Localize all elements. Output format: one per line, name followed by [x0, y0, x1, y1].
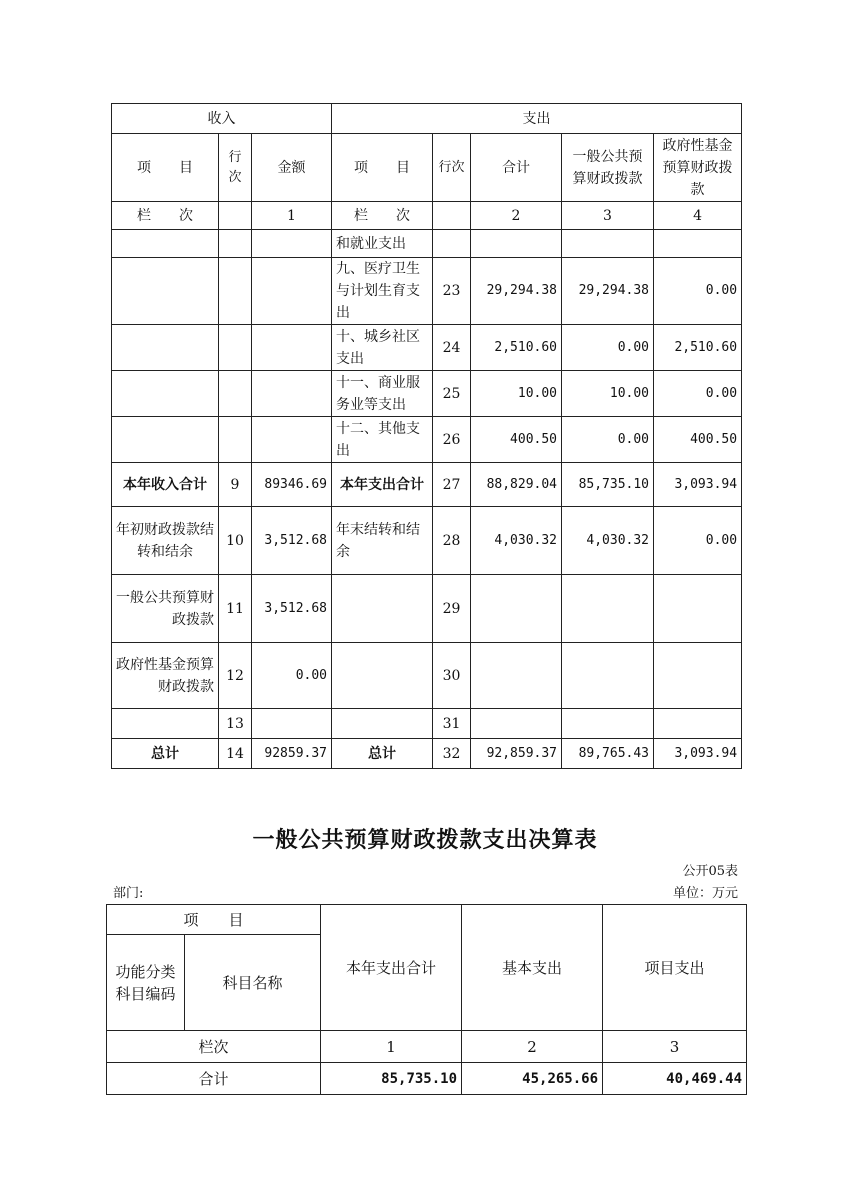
income-header: 收入: [112, 104, 332, 134]
general-budget-amount: [562, 575, 654, 643]
expense-line-no: 31: [433, 709, 471, 739]
expense-line-no: 29: [433, 575, 471, 643]
t2-basic-value: 45,265.66: [462, 1063, 603, 1095]
expense-line-no: 32: [433, 739, 471, 769]
table-row: [112, 230, 742, 258]
gov-fund-amount: 3,093.94: [654, 463, 742, 507]
expense-total: 400.50: [471, 417, 562, 463]
expense-item: 总计: [332, 739, 433, 769]
income-item: [112, 325, 219, 371]
t2-project-header: 项目支出: [603, 905, 747, 1031]
income-amount: [252, 230, 332, 258]
income-amount: 92859.37: [252, 739, 332, 769]
table-row: [112, 709, 742, 739]
table-row: [112, 507, 742, 575]
table-row: [112, 258, 742, 325]
expense-total: 2,510.60: [471, 325, 562, 371]
income-line-no: 11: [219, 575, 252, 643]
income-item: 一般公共预算财政拨款: [112, 575, 219, 643]
t2-func-code-header: 功能分类科目编码: [107, 935, 185, 1031]
unit-label: 单位：万元: [672, 886, 738, 901]
table-row: [112, 371, 742, 417]
income-amount: [252, 709, 332, 739]
t2-col-row-label: 栏次: [107, 1031, 321, 1063]
expense-item: [332, 643, 433, 709]
income-line-no: 9: [219, 463, 252, 507]
t2-total-label: 合计: [107, 1063, 321, 1095]
income-expense-table: [111, 103, 742, 769]
expense-line-no: 30: [433, 643, 471, 709]
expense-item: 本年支出合计: [332, 463, 433, 507]
income-item: [112, 258, 219, 325]
income-item: 本年收入合计: [112, 463, 219, 507]
t2-col-3: 3: [603, 1031, 747, 1063]
col-row-label: 栏 次: [112, 202, 219, 230]
expense-line-header: 行次: [433, 134, 471, 202]
income-item: 年初财政拨款结转和结余: [112, 507, 219, 575]
gov-fund-amount: 0.00: [654, 258, 742, 325]
expense-line-no: 23: [433, 258, 471, 325]
col-3: 3: [562, 202, 654, 230]
income-amount: [252, 258, 332, 325]
t2-col-2: 2: [462, 1031, 603, 1063]
table-row: [112, 643, 742, 709]
gov-fund-amount: [654, 575, 742, 643]
income-amount: 0.00: [252, 643, 332, 709]
income-item: 政府性基金预算财政拨款: [112, 643, 219, 709]
col-4: 4: [654, 202, 742, 230]
expense-line-no: 26: [433, 417, 471, 463]
t2-total-value: 85,735.10: [321, 1063, 462, 1095]
expense-line-no: 25: [433, 371, 471, 417]
expense-total: [471, 709, 562, 739]
expense-item: [332, 709, 433, 739]
expense-total: 29,294.38: [471, 258, 562, 325]
general-budget-amount: [562, 643, 654, 709]
income-amount: 3,512.68: [252, 507, 332, 575]
t2-item-header: 项 目: [107, 905, 321, 935]
gov-fund-amount: [654, 230, 742, 258]
t2-col-1: 1: [321, 1031, 462, 1063]
t2-total-header: 本年支出合计: [321, 905, 462, 1031]
expense-total: [471, 575, 562, 643]
general-budget-expense-table: [106, 904, 747, 1095]
gov-fund-amount: 2,510.60: [654, 325, 742, 371]
t2-subject-name-header: 科目名称: [185, 935, 321, 1031]
general-budget-header: 一般公共预算财政拨款: [562, 134, 654, 202]
income-amount: 89346.69: [252, 463, 332, 507]
expense-item: 九、医疗卫生与计划生育支出: [332, 258, 433, 325]
general-budget-amount: [562, 230, 654, 258]
gov-fund-amount: 0.00: [654, 371, 742, 417]
expense-total: [471, 230, 562, 258]
general-budget-amount: 89,765.43: [562, 739, 654, 769]
general-budget-amount: 29,294.38: [562, 258, 654, 325]
expense-total: 92,859.37: [471, 739, 562, 769]
income-line-no: 10: [219, 507, 252, 575]
expense-header: 支出: [332, 104, 742, 134]
table-row: [112, 417, 742, 463]
income-item: [112, 230, 219, 258]
income-item: [112, 709, 219, 739]
expense-line-no: 27: [433, 463, 471, 507]
general-budget-amount: 85,735.10: [562, 463, 654, 507]
expense-item: 年末结转和结余: [332, 507, 433, 575]
income-item: [112, 417, 219, 463]
expense-item-header: 项 目: [332, 134, 433, 202]
general-budget-amount: [562, 709, 654, 739]
gov-fund-amount: 3,093.94: [654, 739, 742, 769]
expense-total: 4,030.32: [471, 507, 562, 575]
income-amount: [252, 371, 332, 417]
gov-fund-amount: 400.50: [654, 417, 742, 463]
expense-total: [471, 643, 562, 709]
income-item-header: 项 目: [112, 134, 219, 202]
general-budget-amount: 10.00: [562, 371, 654, 417]
income-line-header: 行次: [219, 134, 252, 202]
expense-item: 十二、其他支出: [332, 417, 433, 463]
income-line-no: [219, 258, 252, 325]
general-budget-amount: 4,030.32: [562, 507, 654, 575]
gov-fund-amount: 0.00: [654, 507, 742, 575]
income-amount: [252, 417, 332, 463]
general-budget-amount: 0.00: [562, 325, 654, 371]
income-amount-header: 金额: [252, 134, 332, 202]
department-label: 部门:: [113, 886, 144, 901]
expense-total: 88,829.04: [471, 463, 562, 507]
t2-basic-header: 基本支出: [462, 905, 603, 1031]
income-item: [112, 371, 219, 417]
expense-line-no: 24: [433, 325, 471, 371]
income-line-no: 12: [219, 643, 252, 709]
table-row: [112, 739, 742, 769]
income-line-no: 13: [219, 709, 252, 739]
expense-item: 十、城乡社区支出: [332, 325, 433, 371]
table-row: [112, 325, 742, 371]
table-row: [112, 463, 742, 507]
form-number: 公开05表: [682, 864, 738, 879]
table-row: [112, 575, 742, 643]
expense-line-no: [433, 230, 471, 258]
income-line-no: [219, 230, 252, 258]
income-amount: 3,512.68: [252, 575, 332, 643]
income-line-no: [219, 371, 252, 417]
income-item: 总计: [112, 739, 219, 769]
expense-item: 十一、商业服务业等支出: [332, 371, 433, 417]
income-line-no: 14: [219, 739, 252, 769]
t2-project-value: 40,469.44: [603, 1063, 747, 1095]
expense-total-header: 合计: [471, 134, 562, 202]
gov-fund-header: 政府性基金预算财政拨款: [654, 134, 742, 202]
gov-fund-amount: [654, 643, 742, 709]
col-1: 1: [252, 202, 332, 230]
table2-title: 一般公共预算财政拨款支出决算表: [252, 827, 598, 853]
expense-total: 10.00: [471, 371, 562, 417]
col-2: 2: [471, 202, 562, 230]
gov-fund-amount: [654, 709, 742, 739]
expense-line-no: 28: [433, 507, 471, 575]
expense-item: 和就业支出: [332, 230, 433, 258]
income-line-no: [219, 417, 252, 463]
general-budget-amount: 0.00: [562, 417, 654, 463]
income-amount: [252, 325, 332, 371]
income-line-no: [219, 325, 252, 371]
expense-item: [332, 575, 433, 643]
col-row-label-2: 栏 次: [332, 202, 433, 230]
